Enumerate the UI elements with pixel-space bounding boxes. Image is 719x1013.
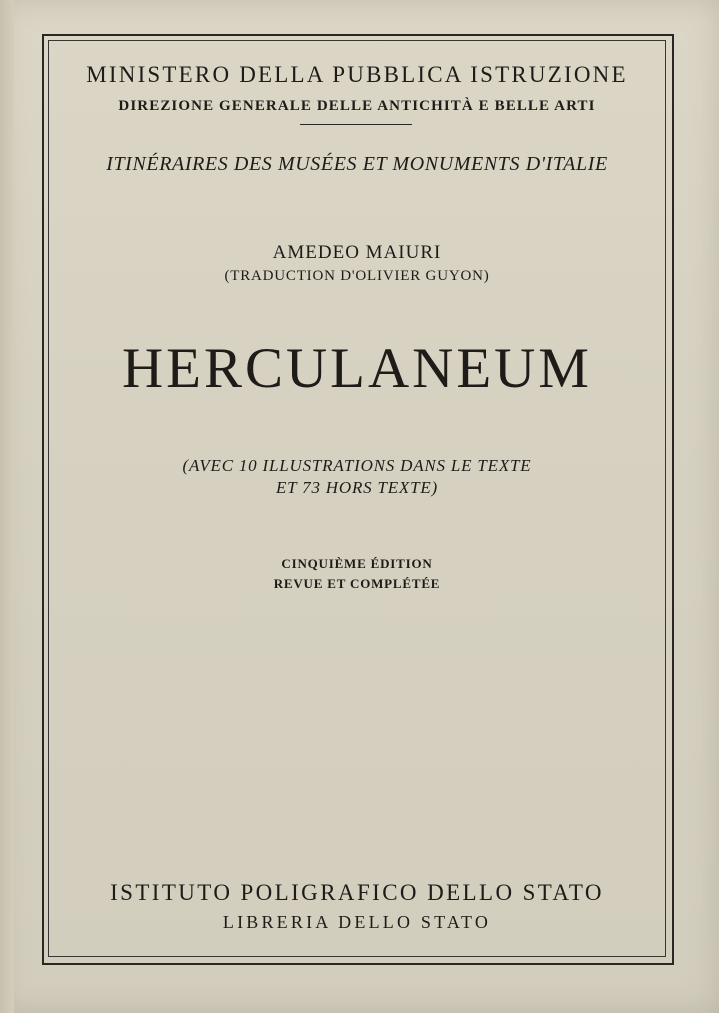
ministry-heading: MINISTERO DELLA PUBBLICA ISTRUZIONE bbox=[86, 62, 628, 87]
edition-line-2: REVUE ET COMPLÉTÉE bbox=[273, 576, 441, 591]
author-name: AMEDEO MAIURI bbox=[272, 242, 442, 263]
edition-line-1: CINQUIÈME ÉDITION bbox=[281, 556, 433, 571]
direction-subheading: DIREZIONE GENERALE DELLE ANTICHITÀ E BELLE ARTI bbox=[118, 98, 596, 114]
series-title: ITINÉRAIRES DES MUSÉES ET MONUMENTS D'ITALIE bbox=[106, 153, 608, 175]
illustrations-line-2: ET 73 HORS TEXTE) bbox=[275, 478, 439, 497]
book-title: HERCULANEUM bbox=[122, 337, 592, 400]
illustrations-note bbox=[48, 455, 666, 499]
illustrations-line-1: (AVEC 10 ILLUSTRATIONS DANS LE TEXTE bbox=[182, 456, 532, 475]
edition-note bbox=[48, 554, 666, 594]
divider-rule bbox=[300, 124, 412, 125]
spine-edge bbox=[0, 0, 14, 1013]
publisher-name: ISTITUTO POLIGRAFICO DELLO STATO bbox=[110, 880, 604, 905]
libreria-name: LIBRERIA DELLO STATO bbox=[222, 912, 492, 932]
translator-credit: (TRADUCTION D'OLIVIER GUYON) bbox=[224, 268, 490, 284]
